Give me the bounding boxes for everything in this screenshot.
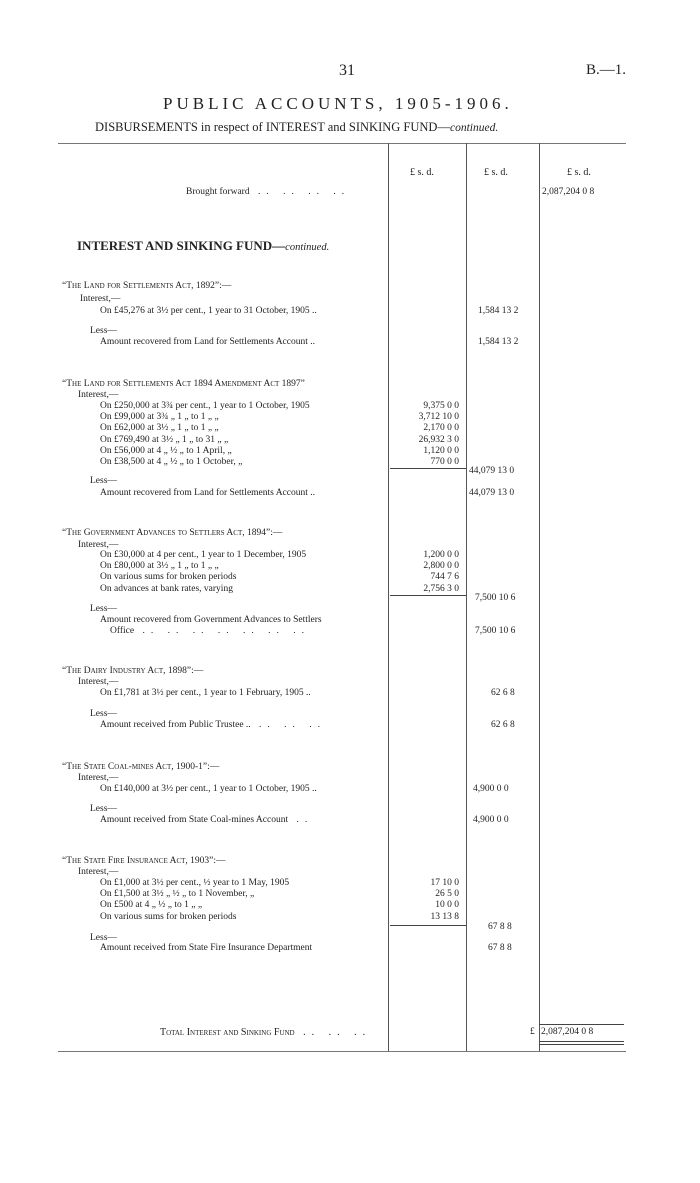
list-item: On £38,500 at 4 „ ½ „ to 1 October, „: [100, 457, 243, 468]
s3-amounts: [397, 550, 459, 595]
list-item: On £769,490 at 3½ „ 1 „ to 31 „ „: [100, 434, 229, 445]
s5-recovered: Amount received from State Coal-mines Account ..: [100, 815, 314, 825]
total-label: Total Interest and Sinking Fund .. .. ..: [160, 1027, 372, 1038]
list-item: On advances at bank rates, varying: [100, 583, 233, 594]
s4-amount: 62 6 8: [491, 688, 515, 698]
s5-amount: 4,900 0 0: [473, 784, 509, 794]
list-item: On various sums for broken periods: [100, 572, 237, 583]
subtitle-main: DISBURSEMENTS in respect of INTEREST and SINKING FUND—: [95, 120, 450, 134]
list-item: On £1,000 at 3½ per cent., ½ year to 1 May, 1905: [100, 878, 290, 888]
list-item: On £1,500 at 3½ „ ½ „ to 1 November, „: [100, 889, 255, 900]
s6-less: Less—: [90, 933, 117, 943]
s3-recovered-amount: 7,500 10 6: [475, 626, 516, 636]
list-item: On various sums for broken periods: [100, 911, 237, 922]
s2-less: Less—: [90, 476, 117, 486]
list-item: On £56,000 at 4 „ ½ „ to 1 April, „: [100, 445, 232, 456]
total-double-rule: [539, 1041, 624, 1045]
column-header-1: £ s. d.: [410, 167, 434, 178]
total-pound-sign: £: [530, 1027, 535, 1037]
s1-recovered-amount: 1,584 13 2: [478, 337, 519, 347]
brought-forward-total: 2,087,204 0 8: [542, 187, 595, 197]
s3-lines: [100, 550, 306, 595]
list-item: 26,932 3 0: [418, 434, 459, 445]
list-item: 13 13 8: [430, 911, 459, 922]
s4-recovered-amount: 62 6 8: [491, 720, 515, 730]
document-code: B.—1.: [586, 62, 627, 78]
s6-recovered: Amount received from State Fire Insurance Department: [100, 943, 313, 953]
list-item: On £250,000 at 3¾ per cent., 1 year to 1 October, 1905: [100, 401, 310, 411]
s3-recovered-2: Office .. .. .. .. .. .. ..: [110, 626, 310, 636]
list-item: On £80,000 at 3½ „ 1 „ to 1 „ „: [100, 561, 219, 572]
s6-subtotal: 67 8 8: [488, 922, 512, 932]
s3-interest: Interest,—: [78, 540, 119, 550]
s6-lines: [100, 878, 289, 923]
s6-interest: Interest,—: [78, 867, 119, 877]
s2-recovered-amount: 44,079 13 0: [469, 488, 515, 498]
s2-interest: Interest,—: [78, 390, 119, 400]
list-item: 770 0 0: [430, 457, 459, 468]
list-item: 26 5 0: [435, 889, 459, 900]
s4-recovered: Amount received from Public Trustee .. .. .. ..: [100, 720, 327, 730]
s6-amounts: [397, 878, 459, 923]
s4-less: Less—: [90, 709, 117, 719]
table-bottom-rule: [58, 1051, 626, 1052]
s1-recovered: Amount recovered from Land for Settlements Account ..: [100, 337, 316, 347]
s2-title: “The Land for Settlements Act 1894 Amendment Act 1897”: [62, 379, 305, 389]
s3-recovered-1: Amount recovered from Government Advances to Settlers: [100, 615, 322, 625]
column-divider-3: [539, 143, 540, 1051]
s6-recovered-amount: 67 8 8: [488, 943, 512, 953]
s2-subtotal: 44,079 13 0: [469, 466, 515, 476]
list-item: 2,170 0 0: [423, 423, 459, 434]
list-item: 2,756 3 0: [423, 583, 459, 594]
column-divider-2: [466, 143, 467, 1051]
s2-recovered: Amount recovered from Land for Settlements Account ..: [100, 488, 316, 498]
page-subtitle: [95, 120, 498, 135]
list-item: 9,375 0 0: [423, 401, 459, 411]
s2-lines: [100, 401, 310, 468]
s2-amounts: [397, 401, 459, 468]
list-item: 10 0 0: [435, 900, 459, 911]
column-header-2: £ s. d.: [484, 167, 508, 178]
s5-less: Less—: [90, 804, 117, 814]
s1-line: On £45,276 at 3½ per cent., 1 year to 31 October, 1905 ..: [100, 306, 317, 316]
total-amount: 2,087,204 0 8: [541, 1027, 594, 1037]
s1-title: “The Land for Settlements Act, 1892”:—: [62, 281, 232, 291]
list-item: On £500 at 4 „ ½ „ to 1 „ „: [100, 900, 203, 911]
list-item: 1,120 0 0: [423, 445, 459, 456]
s6-subtotal-rule: [390, 925, 466, 926]
s2-subtotal-rule: [390, 468, 466, 469]
brought-forward-label: Brought forward .. .. .. ..: [186, 187, 351, 197]
s1-amount: 1,584 13 2: [478, 306, 519, 316]
s4-line: On £1,781 at 3½ per cent., 1 year to 1 February, 1905 ..: [100, 688, 311, 698]
s6-title: “The State Fire Insurance Act, 1903”:—: [62, 856, 226, 866]
s5-interest: Interest,—: [78, 773, 119, 783]
s5-line: On £140,000 at 3½ per cent., 1 year to 1 October, 1905 ..: [100, 784, 317, 794]
subtitle-continued: continued.: [449, 122, 499, 134]
s5-title: “The State Coal-mines Act, 1900-1”:—: [62, 762, 220, 772]
total-top-rule: [539, 1024, 624, 1025]
column-divider-1: [388, 143, 389, 1051]
s4-interest: Interest,—: [78, 677, 119, 687]
s4-title: “The Dairy Industry Act, 1898”:—: [62, 666, 204, 676]
page-title: PUBLIC ACCOUNTS, 1905-1906.: [163, 94, 513, 113]
s3-less: Less—: [90, 604, 117, 614]
page-number: 31: [339, 62, 355, 79]
s3-title: “The Government Advances to Settlers Act, 1894”:—: [62, 528, 283, 538]
s3-subtotal-rule: [390, 595, 466, 596]
list-item: 1,200 0 0: [423, 550, 459, 560]
list-item: 3,712 10 0: [418, 412, 459, 423]
list-item: On £62,000 at 3½ „ 1 „ to 1 „ „: [100, 423, 219, 434]
section-heading: INTEREST AND SINKING FUND—continued.: [77, 238, 330, 253]
s1-interest: Interest,—: [80, 294, 121, 304]
s3-subtotal: 7,500 10 6: [475, 593, 516, 603]
list-item: 17 10 0: [430, 878, 459, 888]
table-top-rule: [58, 143, 626, 144]
s1-less: Less—: [90, 326, 117, 336]
list-item: 744 7 6: [430, 572, 459, 583]
s5-recovered-amount: 4,900 0 0: [473, 815, 509, 825]
list-item: On £99,000 at 3¾ „ 1 „ to 1 „ „: [100, 412, 219, 423]
list-item: On £30,000 at 4 per cent., 1 year to 1 December, 1905: [100, 550, 307, 560]
list-item: 2,800 0 0: [423, 561, 459, 572]
column-header-3: £ s. d.: [567, 167, 591, 178]
